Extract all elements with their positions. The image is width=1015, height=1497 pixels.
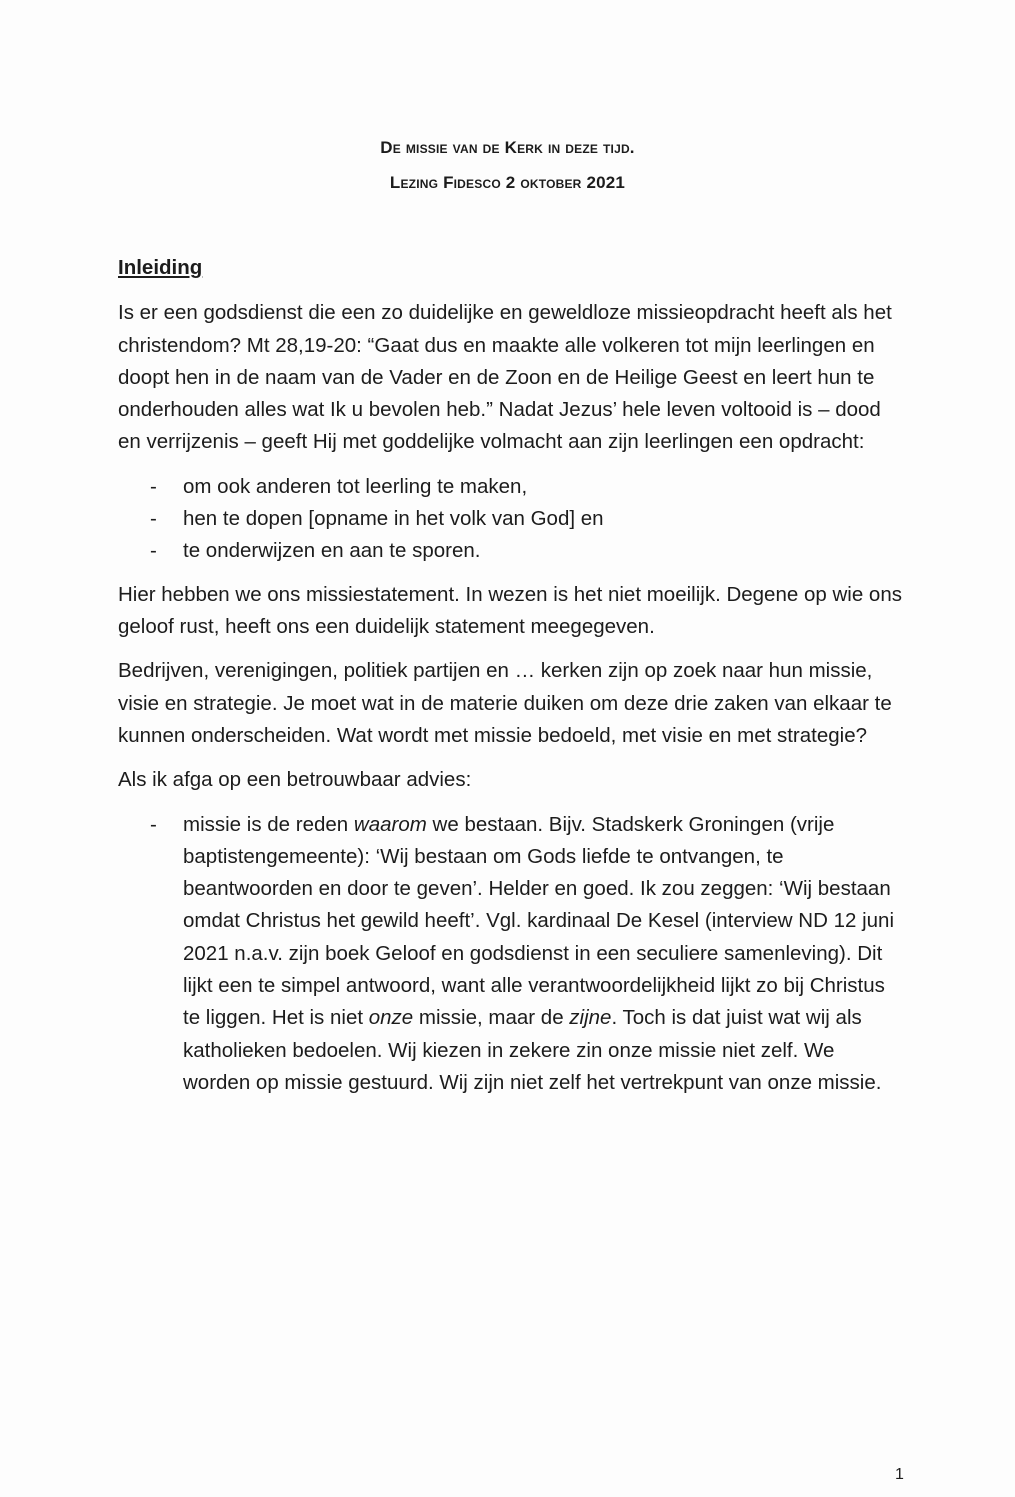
list-item-text: te onderwijzen en aan te sporen. — [183, 538, 481, 562]
document-body — [118, 252, 903, 1111]
list-item — [118, 503, 903, 535]
opdracht-list — [118, 471, 903, 567]
dash-bullet: - — [150, 506, 157, 530]
list-item-text: om ook anderen tot leerling te maken, — [183, 474, 528, 498]
section-heading: Inleiding — [118, 256, 203, 279]
document-title — [0, 130, 1015, 200]
list-item — [118, 471, 903, 503]
paragraph-advies: Als ik afga op een betrouwbaar advies: — [118, 768, 472, 792]
dash-bullet: - — [150, 474, 157, 498]
list-item — [118, 809, 903, 1100]
title-line-2: Lezing Fidesco 2 oktober 2021 — [389, 173, 626, 192]
page-number: 1 — [895, 1466, 904, 1483]
paragraph-missiestatement: Hier hebben we ons missiestatement. In wezen is het niet moeilijk. Degene op wie ons geloof rust, heeft ons een duidelijk statement meegegeven. — [118, 582, 902, 639]
missie-text: missie is de reden waarom we bestaan. Bijv. Stadskerk Groningen (vrije baptistengemeente): ‘Wij bestaan om Gods liefde te ontvangen, te beantwoorden en door te geven’. Helder en goed. Ik zou zeggen: ‘Wij bestaan omdat Christus het gewild heeft’. Vgl. kardinaal De Kesel (interview ND 12 juni 2021 n.a.v. zijn boek Geloof en godsdienst in een seculiere samenleving). Dit lijkt een te simpel antwoord, want alle verantwoordelijkheid lijkt zo bij Christus te liggen. Het is niet onze missie, maar de zijne. Toch is dat juist wat wij als katholieken bedoelen. Wij kiezen in zekere zin onze missie niet zelf. We worden op missie gestuurd. Wij zijn niet zelf het vertrekpunt van onze missie. — [183, 812, 895, 1094]
dash-bullet: - — [150, 538, 157, 562]
list-item — [118, 535, 903, 567]
dash-bullet: - — [150, 812, 157, 836]
list-item-text: hen te dopen [opname in het volk van God] en — [183, 506, 604, 530]
missie-list — [118, 809, 903, 1100]
intro-paragraph: Is er een godsdienst die een zo duidelijke en geweldloze missieopdracht heeft als het christendom? Mt 28,19-20: “Gaat dus en maakte alle volkeren tot mijn leerlingen en doopt hen in de naam van de Vader en de Zoon en de Heilige Geest en leert hun te onderhouden alles wat Ik u bevolen heb.” Nadat Jezus’ hele leven voltooid is – dood en verrijzenis – geeft Hij met goddelijke volmacht aan zijn leerlingen een opdracht: — [118, 301, 892, 454]
paragraph-missie-visie-strategie: Bedrijven, verenigingen, politiek partijen en … kerken zijn op zoek naar hun missie, visie en strategie. Je moet wat in de materie duiken om deze drie zaken van elkaar te kunnen onderscheiden. Wat wordt met missie bedoeld, met visie en met strategie? — [118, 659, 892, 747]
title-line-1: De missie van de Kerk in deze tijd. — [380, 138, 635, 157]
